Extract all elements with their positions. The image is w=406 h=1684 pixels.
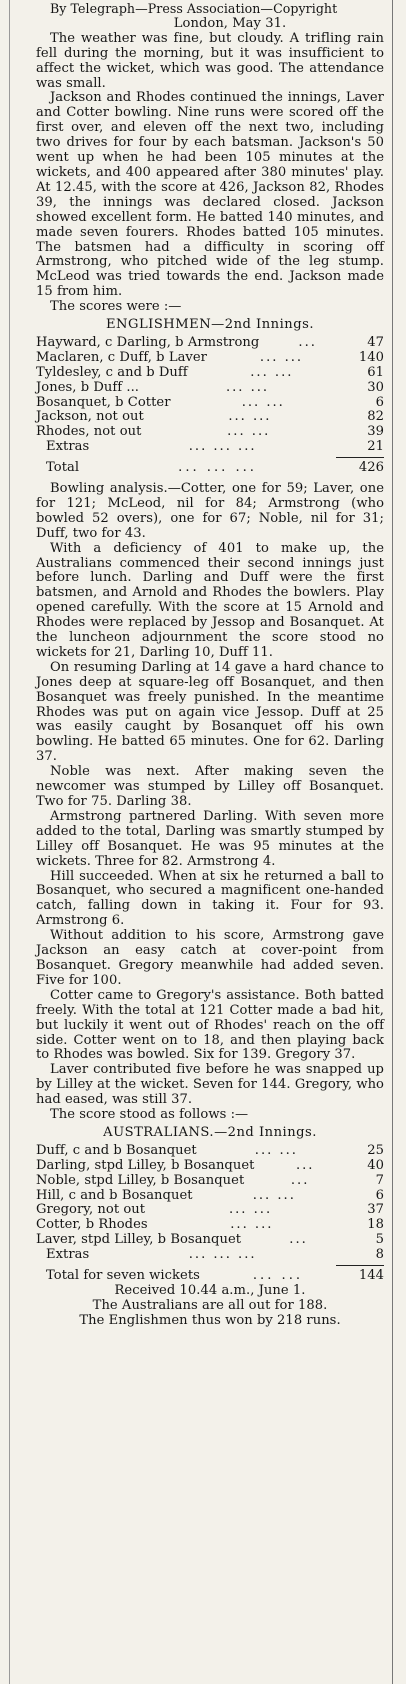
table-row: Extras ... ... ... 21: [46, 439, 384, 455]
table-row: Rhodes, not out ... ... 39: [36, 424, 384, 440]
paragraph-laver: Laver contributed five before he was snapped up by Lilley at the wicket. Seven for 144. Gregory, who had eased, was still 37.: [36, 1062, 384, 1108]
englishmen-total-row: Total ... ... ... 426: [46, 460, 384, 476]
paragraph-noble: Noble was next. After making seven the newcomer was stumped by Lilley off Bosanquet. Two for 75. Darling 38.: [36, 764, 384, 809]
table-row: Noble, stpd Lilley, b Bosanquet ... 7: [36, 1172, 384, 1188]
all-out-line: The Australians are all out for 188.: [92, 1297, 328, 1313]
australians-heading: AUSTRALIANS.—2nd Innings.: [103, 1124, 317, 1140]
table-row: Jones, b Duff ... ... ... 30: [36, 379, 384, 395]
scores-intro: The scores were :—: [50, 299, 182, 315]
englishmen-scorecard: [36, 336, 384, 476]
result-line: The Englishmen thus won by 218 runs.: [79, 1312, 341, 1328]
table-row: Darling, stpd Lilley, b Bosanquet ... 40: [36, 1157, 384, 1173]
bowling-analysis: Bowling analysis.—Cotter, one for 59; Laver, one for 121; McLeod, nil for 84; Armstrong (who bowled 52 overs), one for 67; Noble, nil for 31; Duff, two for 43.: [36, 480, 384, 541]
table-row: Duff, c and b Bosanquet ... ... 25: [36, 1142, 384, 1158]
table-row: Gregory, not out ... ... 37: [36, 1202, 384, 1218]
paragraph-weather: The weather was fine, but cloudy. A trifling rain fell during the morning, but it was insufficient to affect the wicket, which was good. The attendance was small.: [36, 30, 384, 91]
paragraph-armstrong: Armstrong partnered Darling. With seven more added to the total, Darling was smartly stumped by Lilley off Bosanquet. He was 95 minutes at the wickets. Three for 82. Armstrong 4.: [36, 808, 384, 869]
wire-credit: By Telegraph—Press Association—Copyright: [50, 1, 338, 16]
dateline: London, May 31.: [173, 15, 287, 31]
table-row: Laver, stpd Lilley, b Bosanquet ... 5: [36, 1232, 384, 1248]
table-row: Extras ... ... ... 8: [46, 1247, 384, 1263]
englishmen-heading: ENGLISHMEN—2nd Innings.: [106, 317, 314, 333]
received-time: Received 10.44 a.m., June 1.: [114, 1282, 306, 1298]
paragraph-hill: Hill succeeded. When at six he returned a ball to Bosanquet, who secured a magnificent one-handed catch, falling down in taking it. Four for 93. Armstrong 6.: [36, 868, 384, 929]
paragraph-australians-commenced: With a deficiency of 401 to make up, the Australians commenced their second innings just before lunch. Darling and Duff were the first batsmen, and Arnold and Rhodes the bowlers. Play opened carefully. With the score at 15 Arnold and Rhodes were replaced by Jessop and Bosanquet. At the luncheon adjournment the score stood no wickets for 21, Darling 10, Duff 11.: [36, 540, 384, 660]
paragraph-innings-continued: Jackson and Rhodes continued the innings, Laver and Cotter bowling. Nine runs were scored off the first over, and eleven off the next two, including two drives for four by each batsman. Jackson's 50 went up when he had been 105 minutes at the wickets, and 400 appeared after 380 minutes' play. At 12.45, with the score at 426, Jackson 82, Rhodes 39, the innings was declared closed. Jackson showed excellent form. He batted 140 minutes, and made seven fourers. Rhodes batted 105 minutes. The batsmen had a difficulty in scoring off Armstrong, who pitched wide of the leg stump. McLeod was tried towards the end. Jackson made 15 from him.: [36, 90, 384, 300]
table-row: Maclaren, c Duff, b Laver ... ... 140: [36, 349, 384, 365]
paragraph-resuming: On resuming Darling at 14 gave a hard chance to Jones deep at square-leg off Bosanquet, and then Bosanquet was freely punished. In the meantime Rhodes was put on again vice Jessop. Duff at 25 was easily caught by Bosanquet off his own bowling. He batted 65 minutes. One for 62. Darling 37.: [36, 659, 384, 765]
australians-scorecard: [36, 1144, 384, 1284]
table-row: Tyldesley, c and b Duff ... ... 61: [36, 364, 384, 380]
column-rule-left: [9, 0, 10, 1684]
australians-total-row: Total for seven wickets ... ... 144: [46, 1267, 384, 1283]
paragraph-cotter: Cotter came to Gregory's assistance. Both batted freely. With the total at 121 Cotter made a bad hit, but luckily it went out of Rhodes' reach on the off side. Cotter went on to 18, and then playing back to Rhodes was bowled. Six for 139. Gregory 37.: [36, 987, 384, 1063]
table-row: Bosanquet, b Cotter ... ... 6: [36, 394, 384, 410]
paragraph-gregory: Without addition to his score, Armstrong gave Jackson an easy catch at cover-point from Bosanquet. Gregory meanwhile had added seven. Five for 100.: [36, 928, 384, 988]
table-row: Hayward, c Darling, b Armstrong ... 47: [36, 334, 384, 350]
table-row: Hill, c and b Bosanquet ... ... 6: [36, 1187, 384, 1203]
score-stood-intro: The score stood as follows :—: [50, 1107, 249, 1123]
table-row: Cotter, b Rhodes ... ... 18: [36, 1217, 384, 1233]
total-rule: [336, 457, 384, 458]
news-column: [36, 2, 384, 1329]
total-rule: [336, 1265, 384, 1266]
column-rule-right: [392, 0, 393, 1684]
table-row: Jackson, not out ... ... 82: [36, 409, 384, 425]
